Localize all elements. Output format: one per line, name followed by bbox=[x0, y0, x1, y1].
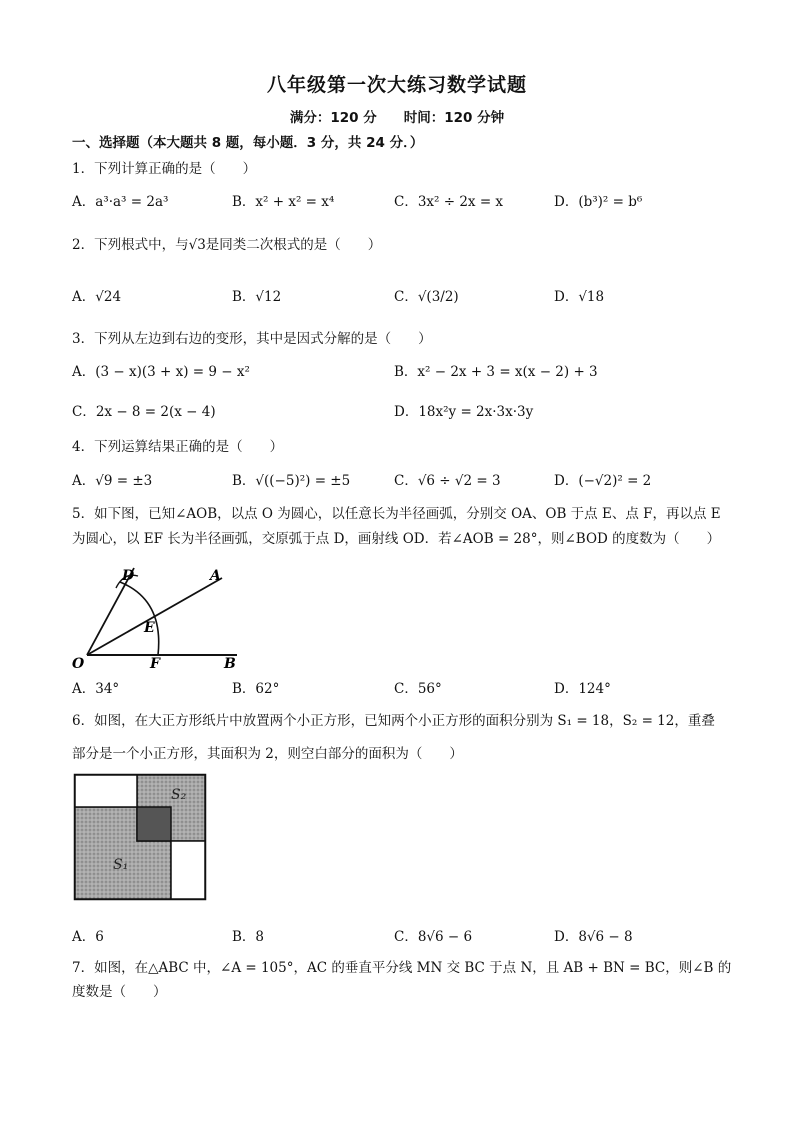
question-3-option-d: D．18x²y = 2x·3x·3y bbox=[394, 404, 534, 420]
label-s2: S₂ bbox=[171, 787, 187, 803]
question-6-stem-line2: 部分是一个小正方形，其面积为 2，则空白部分的面积为（ ） bbox=[72, 746, 463, 762]
question-5-option-d: D．124° bbox=[554, 681, 611, 697]
question-1-option-c: C．3x² ÷ 2x = x bbox=[394, 194, 504, 210]
blank-bottom-right bbox=[171, 841, 205, 899]
question-5-option-a: A．34° bbox=[72, 681, 120, 697]
question-6-stem-line1: 6．如图，在大正方形纸片中放置两个小正方形，已知两个小正方形的面积分别为 S₁ = 18，S₂ = 12，重叠 bbox=[72, 713, 715, 729]
question-2-stem: 2．下列根式中，与√3是同类二次根式的是（ ） bbox=[72, 237, 382, 253]
question-3-stem: 3．下列从左边到右边的变形，其中是因式分解的是（ ） bbox=[72, 331, 432, 347]
question-1-option-d: D．(b³)² = b⁶ bbox=[554, 194, 643, 210]
question-1-option-a: A．a³·a³ = 2a³ bbox=[72, 194, 169, 210]
question-6-option-a: A．6 bbox=[72, 929, 104, 945]
question-5-stem-line1: 5．如下图，已知∠AOB，以点 O 为圆心，以任意长为半径画弧，分别交 OA、OB 于点 E、点 F，再以点 E bbox=[72, 506, 721, 522]
question-6-option-d: D．8√6 − 8 bbox=[554, 929, 633, 945]
question-4-option-d: D．(−√2)² = 2 bbox=[554, 473, 652, 489]
squares-figure bbox=[73, 773, 209, 903]
label-a: A bbox=[210, 568, 221, 584]
question-1-stem: 1．下列计算正确的是（ ） bbox=[72, 161, 257, 177]
question-3-option-c: C．2x − 8 = 2(x − 4) bbox=[72, 404, 216, 420]
question-2-option-a: A．√24 bbox=[72, 289, 122, 305]
question-3-option-b: B．x² − 2x + 3 = x(x − 2) + 3 bbox=[394, 364, 598, 380]
arc-def bbox=[120, 582, 159, 655]
overlap-square bbox=[137, 807, 171, 841]
question-4-option-b: B．√((−5)²) = ±5 bbox=[232, 473, 351, 489]
question-2-option-b: B．√12 bbox=[232, 289, 282, 305]
question-7-stem-line2: 度数是（ ） bbox=[72, 984, 167, 1000]
angle-figure bbox=[72, 560, 242, 672]
label-o: O bbox=[72, 656, 85, 672]
question-2-option-c: C．√(3/2) bbox=[394, 289, 459, 305]
question-5-option-b: B．62° bbox=[232, 681, 280, 697]
question-6-option-b: B．8 bbox=[232, 929, 265, 945]
section-heading: 一、选择题（本大题共 8 题，每小题．3 分，共 24 分．） bbox=[72, 135, 424, 151]
label-d: D bbox=[122, 568, 135, 584]
question-4-stem: 4．下列运算结果正确的是（ ） bbox=[72, 439, 284, 455]
question-4-option-c: C．√6 ÷ √2 = 3 bbox=[394, 473, 501, 489]
question-2-option-d: D．√18 bbox=[554, 289, 605, 305]
question-5-stem-line2: 为圆心，以 EF 长为半径画弧，交原弧于点 D，画射线 OD．若∠AOB = 28°，则∠BOD 的度数为（ ） bbox=[72, 531, 721, 547]
label-e: E bbox=[144, 620, 155, 636]
question-3-option-a: A．(3 − x)(3 + x) = 9 − x² bbox=[72, 364, 250, 380]
question-7-stem-line1: 7．如图，在△ABC 中，∠A = 105°，AC 的垂直平分线 MN 交 BC 于点 N，且 AB + BN = BC，则∠B 的 bbox=[72, 960, 732, 976]
question-4-option-a: A．√9 = ±3 bbox=[72, 473, 153, 489]
blank-top-left bbox=[75, 775, 137, 807]
question-1-option-b: B．x² + x² = x⁴ bbox=[232, 194, 335, 210]
label-s1: S₁ bbox=[113, 857, 129, 873]
page-title: 八年级第一次大练习数学试题 bbox=[266, 74, 527, 96]
question-5-option-c: C．56° bbox=[394, 681, 442, 697]
question-6-option-c: C．8√6 − 6 bbox=[394, 929, 473, 945]
exam-meta: 满分：120 分 时间：120 分钟 bbox=[289, 110, 505, 126]
label-f: F bbox=[150, 656, 160, 672]
label-b: B bbox=[224, 656, 236, 672]
